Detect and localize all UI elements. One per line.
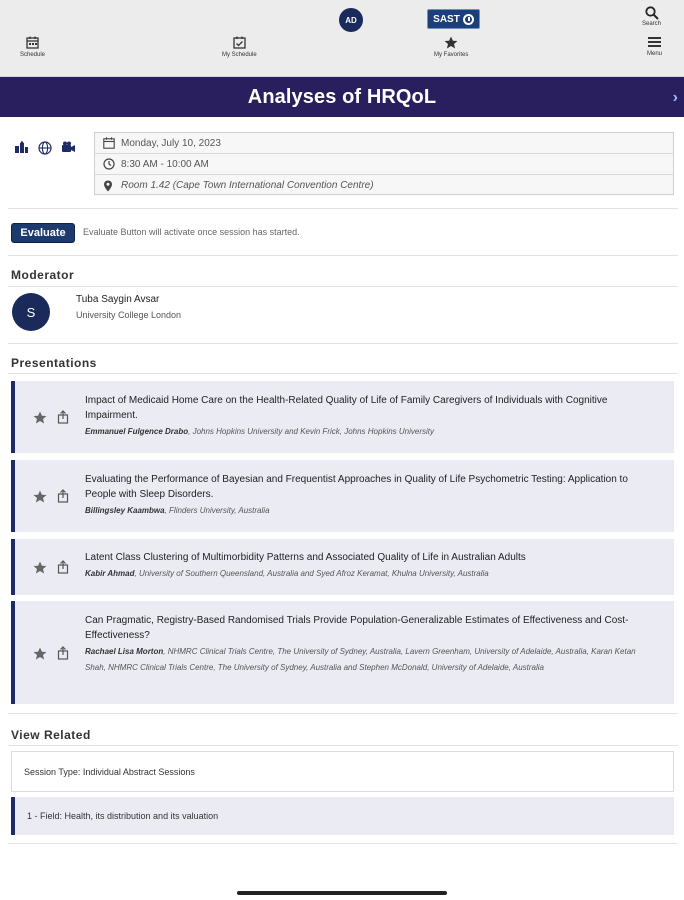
presenter-name: Emmanuel Fulgence Drabo: [85, 427, 189, 436]
related-session-type[interactable]: Session Type: Individual Abstract Sessions: [11, 751, 674, 792]
divider: [8, 745, 678, 746]
star-icon[interactable]: [33, 647, 47, 660]
calendar-check-icon: [233, 36, 246, 49]
nav-my-schedule[interactable]: [222, 36, 257, 58]
session-action-icons: [14, 141, 76, 155]
nav-schedule-label: Schedule: [20, 52, 46, 58]
clock-icon: [103, 158, 115, 170]
session-date-row: [95, 133, 673, 154]
map-pin-icon: [103, 180, 113, 192]
calendar-icon: [26, 36, 39, 49]
session-details: [94, 132, 674, 195]
chevron-right-icon[interactable]: ›: [672, 89, 678, 106]
moderator-avatar[interactable]: S: [12, 293, 50, 331]
nav-schedule[interactable]: [20, 36, 45, 58]
nav-my-favorites-label: My Favorites: [434, 52, 469, 58]
related-field[interactable]: 1 - Field: Health, its distribution and its valuation: [11, 797, 674, 835]
star-icon[interactable]: [33, 490, 47, 503]
search-icon: [645, 6, 659, 20]
presentation-authors: [85, 644, 652, 676]
nav-menu[interactable]: [647, 36, 662, 57]
divider: [8, 343, 678, 344]
nav-search[interactable]: [642, 6, 661, 27]
nav-my-schedule-label: My Schedule: [222, 52, 257, 58]
co-authors: , NHMRC Clinical Trials Centre, The University of Sydney, Australia, Lavern Greenham, University of Adelaide, Australia, Karan Ketan Shah, NHMRC Clinical Trials Centre, The University of Sydney, Australia and Stephen McDonald, University of Adelaide, Australia: [85, 647, 636, 672]
share-icon[interactable]: [57, 489, 69, 503]
moderator-heading: Moderator: [11, 268, 75, 282]
presentation-title[interactable]: Latent Class Clustering of Multimorbidity Patterns and Associated Quality of Life in Australian Adults: [85, 552, 526, 563]
co-authors: , Flinders University, Australia: [164, 506, 270, 515]
session-time-row: [95, 154, 673, 175]
divider: [8, 208, 678, 209]
divider: [8, 713, 678, 714]
share-icon[interactable]: [57, 560, 69, 574]
presentation-item[interactable]: [11, 381, 674, 453]
divider: [8, 373, 678, 374]
star-icon[interactable]: [33, 411, 47, 424]
top-nav: [0, 0, 684, 77]
presentation-item[interactable]: [11, 460, 674, 532]
divider: [8, 843, 678, 844]
session-title-bar: [0, 77, 684, 117]
presentation-title[interactable]: Can Pragmatic, Registry-Based Randomised Trials Provide Population-Generalizable Estimates of Effectiveness and Cost-Effectiveness?: [85, 615, 629, 641]
clock-icon: [463, 14, 474, 25]
moderator-affiliation: University College London: [76, 310, 182, 320]
presentation-authors: [85, 566, 652, 582]
presenter-name: Rachael Lisa Morton: [85, 647, 164, 656]
presentation-authors: [85, 503, 652, 519]
session-date: Monday, July 10, 2023: [121, 137, 221, 149]
view-related-heading: View Related: [11, 728, 91, 742]
co-authors: , University of Southern Queensland, Australia and Syed Afroz Keramat, Khulna University, Australia: [134, 569, 489, 578]
page-title: Analyses of HRQoL: [247, 85, 437, 108]
divider: [8, 255, 678, 256]
nav-my-favorites[interactable]: [434, 36, 468, 58]
user-avatar[interactable]: AD: [339, 8, 363, 32]
presenter-name: Billingsley Kaambwa: [85, 506, 165, 515]
home-indicator[interactable]: [237, 891, 447, 895]
hamburger-icon: [648, 36, 661, 48]
session-time: 8:30 AM - 10:00 AM: [121, 158, 209, 170]
evaluate-note: Evaluate Button will activate once session has started.: [83, 227, 300, 237]
presentations-heading: Presentations: [11, 356, 97, 370]
presentation-item[interactable]: [11, 601, 674, 704]
session-location: Room 1.42 (Cape Town International Convention Centre): [121, 180, 374, 191]
share-icon[interactable]: [57, 410, 69, 424]
nav-search-label: Search: [642, 21, 662, 27]
presentation-title[interactable]: Evaluating the Performance of Bayesian and Frequentist Approaches in Quality of Life Psychometric Testing: Application to People with Sleep Disorders.: [85, 474, 628, 500]
moderator-name[interactable]: Tuba Saygin Avsar: [76, 294, 160, 305]
sast-label: SAST: [433, 13, 460, 25]
presentation-item[interactable]: [11, 539, 674, 595]
presentation-title[interactable]: Impact of Medicaid Home Care on the Health-Related Quality of Life of Family Caregivers of Individuals with Cognitive Impairment.: [85, 395, 608, 421]
share-icon[interactable]: [57, 646, 69, 660]
sast-timezone-button[interactable]: [427, 9, 480, 29]
co-authors: , Johns Hopkins University and Kevin Frick, Johns Hopkins University: [188, 427, 435, 436]
video-camera-icon[interactable]: [61, 141, 76, 154]
nav-menu-label: Menu: [647, 51, 663, 57]
star-icon[interactable]: [33, 561, 47, 574]
globe-icon[interactable]: [38, 141, 52, 155]
calendar-icon: [103, 137, 115, 149]
evaluate-button[interactable]: Evaluate: [11, 223, 75, 243]
map-icon[interactable]: [14, 141, 29, 154]
session-location-row: [95, 175, 673, 196]
star-icon: [444, 36, 458, 49]
presentation-authors: [85, 424, 652, 440]
divider: [8, 286, 678, 287]
presenter-name: Kabir Ahmad: [85, 569, 135, 578]
